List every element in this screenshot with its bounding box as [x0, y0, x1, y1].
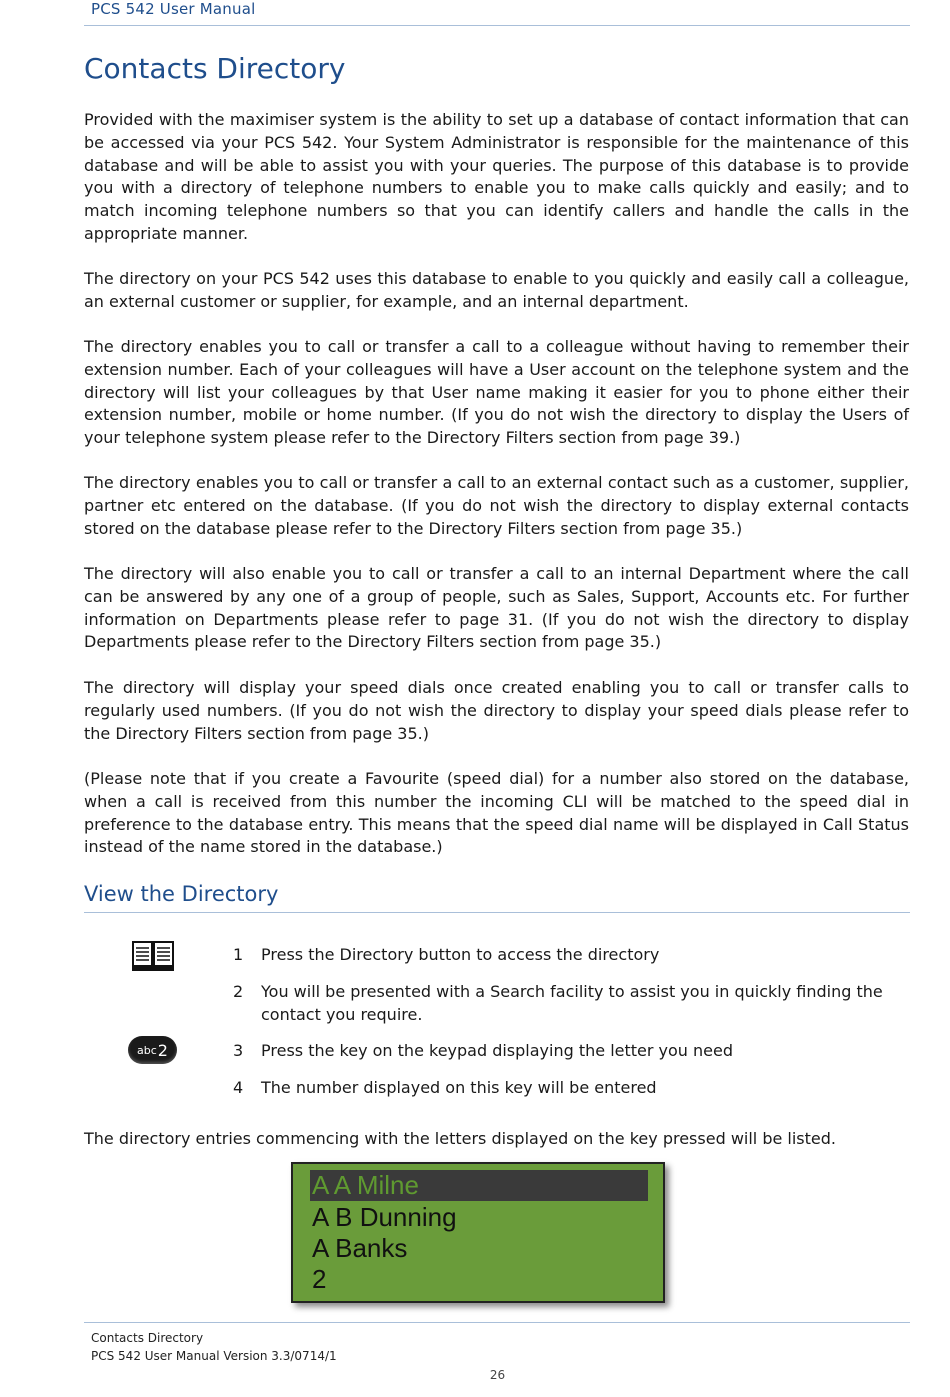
paragraph-favourite-note: (Please note that if you create a Favourite (speed dial) for a number also stored on the database, when a call is received from this number the incoming CLI will be matched to the speed dial in preference to the database entry. This means that the speed dial name will be displayed in Call Status instead of the name stored in the database.) [84, 769, 909, 857]
paragraph-external-contacts: The directory enables you to call or transfer a call to an external contact such as a customer, supplier, partner etc entered on the database. (If you do not wish the directory to display external contacts stored on the database please refer to the Directory Filters section from page 35.) [84, 473, 909, 538]
step-text: Press the key on the keypad displaying the letter you need [261, 1041, 733, 1060]
step-3 [233, 1039, 903, 1062]
step-text: The number displayed on this key will be entered [261, 1078, 657, 1097]
key-icon-digit: 2 [157, 1040, 168, 1060]
step-text: Press the Directory button to access the directory [261, 945, 660, 964]
paragraph-intro: Provided with the maximiser system is the ability to set up a database of contact information that can be accessed via your PCS 542. Your System Administrator is responsible for the maintenance of this database and will be able to assist you with your queries. The purpose of this database is to provide you with a directory of telephone numbers to enable you to make calls quickly and easily; and to match incoming telephone numbers so that you can identify callers and handle the calls in the appropriate manner. [84, 110, 909, 243]
step-text: You will be presented with a Search facility to assist you in quickly finding the contact you require. [261, 982, 883, 1024]
section-heading: View the Directory [84, 882, 279, 906]
header-divider [84, 25, 910, 26]
paragraph-listing-result: The directory entries commencing with the letters displayed on the key pressed will be listed. [84, 1129, 836, 1148]
footer-divider [84, 1322, 910, 1323]
key-icon-letters: abc [137, 1043, 157, 1057]
paragraph-departments: The directory will also enable you to call or transfer a call to an internal Department where the call can be answered by any one of a group of people, such as Sales, Support, Accounts etc. For further information on Departments please refer to page 31. (If you do not wish the directory to display Departments please refer to the Directory Filters section from page 35.) [84, 564, 909, 652]
paragraph-speed-dials: The directory will display your speed dials once created enabling you to call or transfer calls to regularly used numbers. (If you do not wish the directory to display your speed dials please refer to the Directory Filters section from page 35.) [84, 678, 909, 743]
lcd-row-selected: A A Milne [310, 1170, 648, 1201]
lcd-row: A Banks [312, 1233, 408, 1263]
header-title: PCS 542 User Manual [91, 0, 256, 18]
directory-book-icon [132, 940, 174, 972]
step-number: 1 [233, 945, 244, 964]
lcd-display [291, 1162, 665, 1303]
section-divider [84, 912, 910, 913]
step-number: 3 [233, 1041, 244, 1060]
footer-section-name: Contacts Directory [91, 1331, 204, 1345]
paragraph-directory-usage: The directory on your PCS 542 uses this database to enable to you quickly and easily call a colleague, an external customer or supplier, for example, and an internal department. [84, 269, 909, 311]
footer-version: PCS 542 User Manual Version 3.3/0714/1 [91, 1349, 337, 1363]
keypad-2-key-icon [128, 1036, 177, 1064]
lcd-row: 2 [312, 1264, 327, 1294]
step-number: 4 [233, 1078, 244, 1097]
page-title: Contacts Directory [84, 52, 346, 85]
step-number: 2 [233, 982, 244, 1001]
step-1 [233, 943, 903, 966]
step-2 [233, 980, 903, 1026]
step-4 [233, 1076, 903, 1099]
lcd-row: A B Dunning [312, 1202, 457, 1232]
paragraph-colleagues: The directory enables you to call or transfer a call to a colleague without having to remember their extension number. Each of your colleagues will have a User account on the telephone system and the directory will list your colleagues by that User name making it easier for you to phone either their extension number, mobile or home number. (If you do not wish the directory to display the Users of your telephone system please refer to the Directory Filters section from page 39.) [84, 337, 909, 448]
page-number: 26 [489, 1368, 506, 1382]
